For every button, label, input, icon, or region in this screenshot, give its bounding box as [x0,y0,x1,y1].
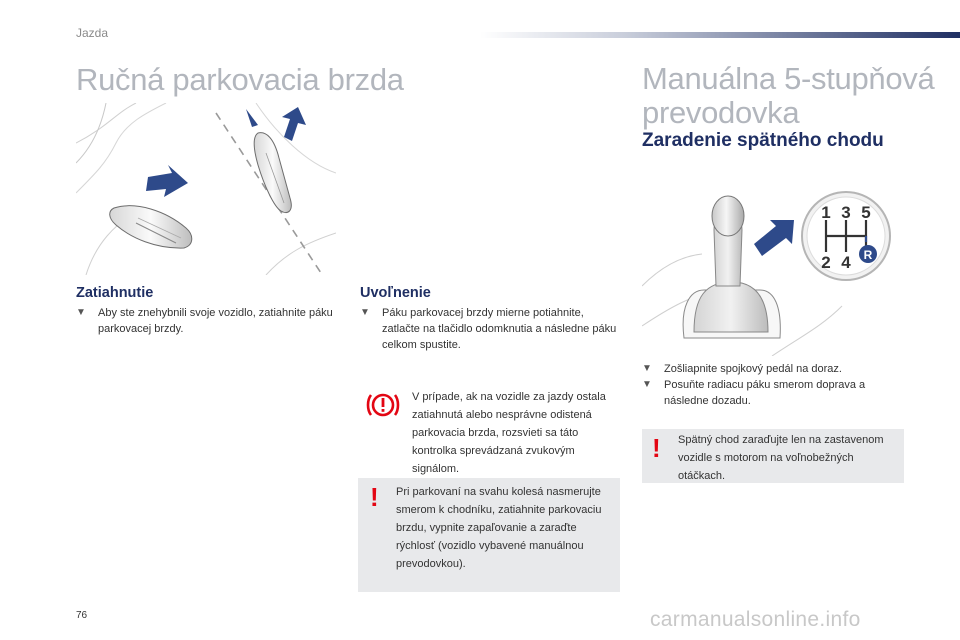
bullet-text: Aby ste znehybnili svoje vozidlo, zatiahnite páku parkovacej brzdy. [98,307,333,335]
brake-warning-note [360,384,620,474]
gear-label-4: 4 [841,253,851,272]
warning-box-slope [358,478,620,592]
brake-warning-text: V prípade, ak na vozidle za jazdy ostala zatiahnutá alebo nesprávne odistená parkovacia brzda, rozsvieti sa táto kontrolka sprevádzaná zvukovým signálom. [412,391,606,475]
bullet-triangle-icon: ▼ [360,307,370,318]
bullet-triangle-icon: ▼ [642,379,652,390]
bullet-text: Páku parkovacej brzdy mierne potiahnite, zatlačte na tlačidlo odomknutia a následne páku celkom spustite. [382,307,617,351]
heading-apply: Zatiahnutie [76,285,154,301]
warning-text: Spätný chod zaraďujte len na zastavenom vozidle s motorom na voľnobežných otáčkach. [678,434,884,482]
list-item [360,305,622,353]
gear-label-2: 2 [821,253,831,272]
list-item [642,377,904,409]
parking-brake-illustration [76,103,336,275]
gear-label-1: 1 [821,203,831,222]
brake-warning-light-icon [366,390,400,420]
list-item [642,361,904,377]
warning-text: Pri parkovaní na svahu kolesá nasmerujte smerom k chodníku, zatiahnite parkovaciu brzdu, vypnite zapaľovanie a zaraďte rýchlosť (vozidlo vybavené manuálnou prevodovkou). [396,486,602,570]
bullet-text: Posuňte radiacu páku smerom doprava a následne dozadu. [664,379,866,407]
gear-stick-illustration [642,186,902,356]
watermark: carmanualsonline.info [650,608,861,631]
subheading-reverse-gear: Zaradenie spätného chodu [642,130,884,151]
header-section-label: Jazda [76,26,109,40]
gear-label-5: 5 [861,203,871,222]
heading-release: Uvoľnenie [360,285,431,301]
gear-label-3: 3 [841,203,851,222]
exclamation-icon: ! [652,433,661,463]
page-title-parking-brake: Ručná parkovacia brzda [76,62,404,97]
bullet-text: Zošliapnite spojkový pedál na doraz. [664,363,842,375]
header-gradient-bar [480,32,960,38]
page-number: 76 [76,610,88,621]
list-item [76,305,338,337]
gear-label-reverse: R [863,248,873,262]
exclamation-icon: ! [370,482,379,512]
bullet-triangle-icon: ▼ [76,307,86,318]
page-title-gearbox: Manuálna 5-stupňová prevodovka [642,61,935,130]
warning-box-reverse [642,429,904,483]
bullet-triangle-icon: ▼ [642,363,652,374]
